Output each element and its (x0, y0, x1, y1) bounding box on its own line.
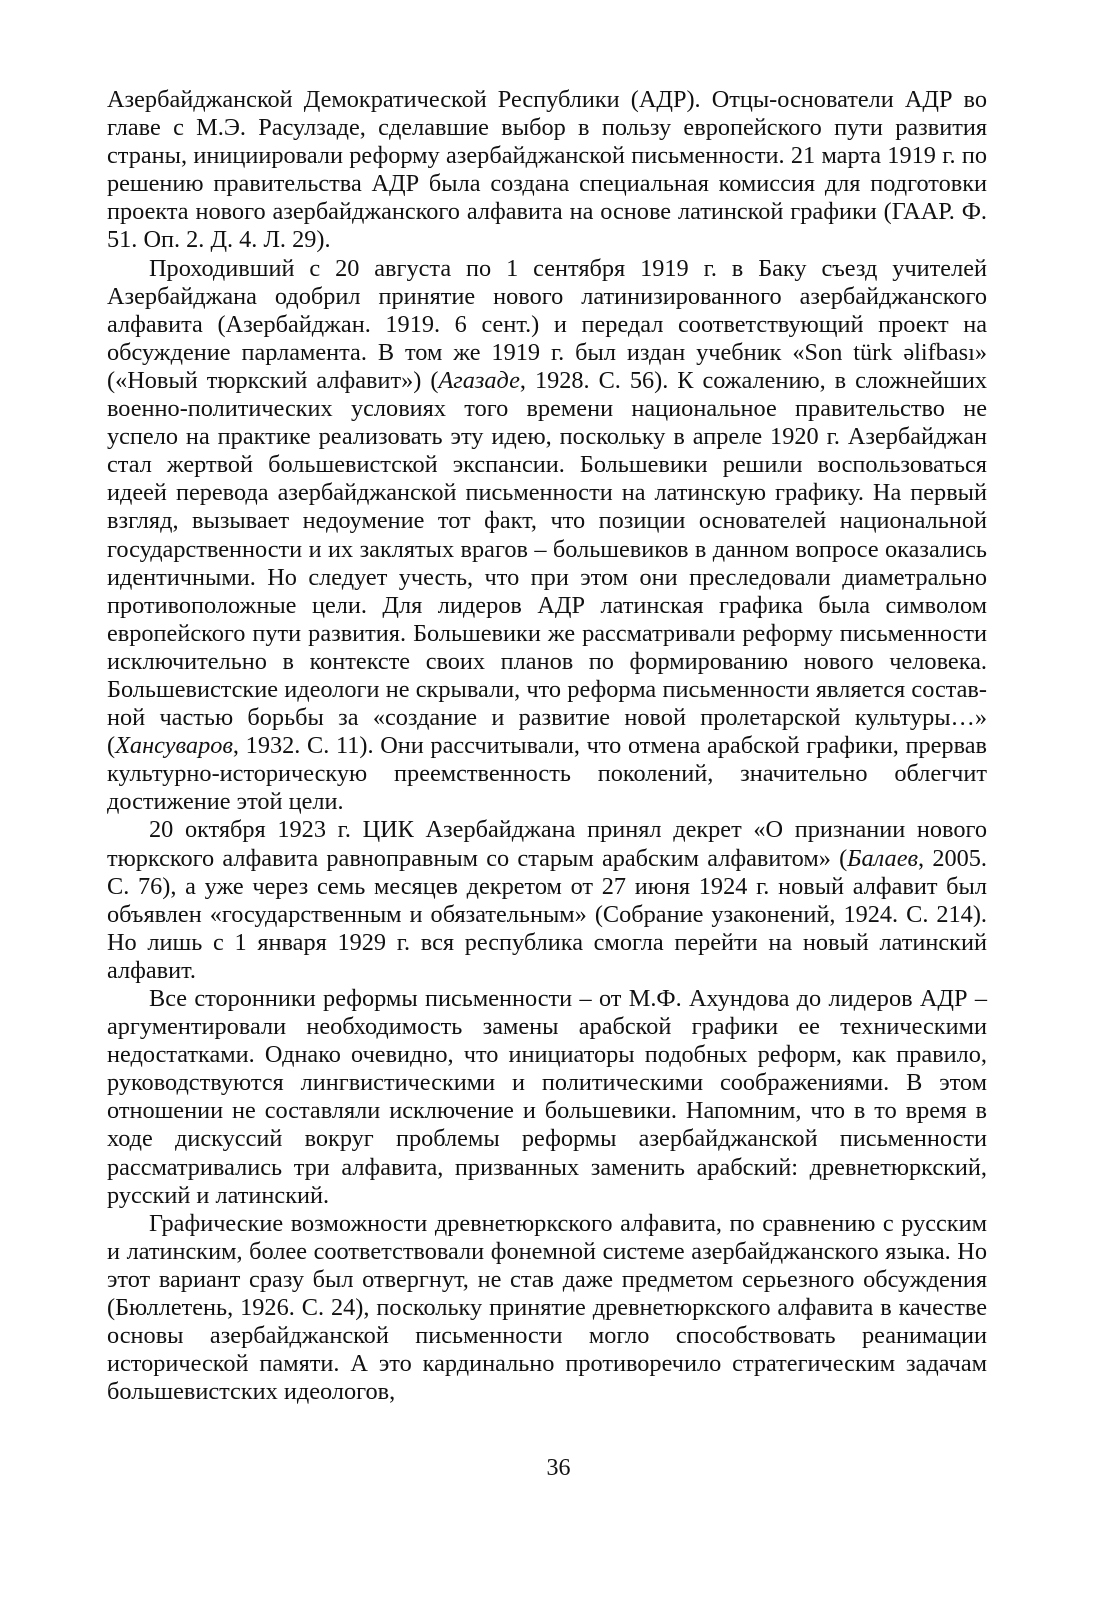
text-run: , 1928. С. 56). К сожалению, в сложнейших военно-политических условиях того времени национальное правительство не успело на практике реализовать эту идею, поскольку в апреле 1920 г. Азербайджан стал жертвой большевистской экспансии. Большевики решили воспользоваться идеей перевода азербайджанской письменности на латинскую графику. На первый взгляд, вызывает недоумение тот факт, что позиции основателей национальной государственности и их заклятых врагов – большевиков в данном вопросе оказались идентичными. Но следует учесть, что при этом они преследовали диаметрально противоположные цели. Для лидеров АДР латинская графика была символом европейского пути развития. Большевики же рассматривали реформу письменности исключительно в контексте своих планов по формированию нового человека. Большевистские идеологи не скрывали, что реформа письменности является составной частью борьбы за «создание и развитие новой пролетарской культуры…» ( (107, 366, 987, 760)
citation-author: Агазаде (438, 366, 520, 394)
document-body (107, 86, 987, 1406)
paragraph-1 (107, 86, 987, 255)
paragraph-2 (107, 255, 987, 817)
text-run: Проходивший с 20 августа по 1 сентября 1919 г. в Баку съезд учителей Азербайджана одобрил принятие нового латинизированного азербайджанского алфавита (Азербайджан. 1919. 6 сент.) и передал соответствующий проект на обсуждение парламента. В том же 1919 г. был издан учебник «Son türk əlifbası» («Новый тюркский алфавит») ( (107, 254, 987, 394)
citation-author: Хансуваров (115, 732, 233, 760)
text-run: 20 октября 1923 г. ЦИК Азербайджана принял декрет «О признании нового тюркского алфавита равноправным со старым арабским алфавитом» ( (107, 816, 987, 872)
paragraph-4 (107, 985, 987, 1210)
paragraph-3 (107, 816, 987, 985)
text-run: Все сторонники реформы письменности – от М.Ф. Ахундова до лидеров АДР – аргументировали необходимость замены арабской графики ее техническими недостатками. Однако очевидно, что инициаторы подобных реформ, как правило, руководствуются лингвистическими и политическими соображениями. В этом отношении не составляли исключение и большевики. Напомним, что в то время в ходе дискуссий вокруг проблемы реформы азербайджанской письменности рассматривались три алфавита, призванных заменить арабский: древнетюркский, русский и латинский. (107, 985, 987, 1209)
paragraph-5 (107, 1210, 987, 1407)
page-number: 36 (546, 1455, 571, 1481)
text-run: , 1932. С. 11). Они рассчитывали, что отмена арабской графики, прервав культурно-историческую преемственность поколений, значительно облегчит достижение этой цели. (107, 732, 987, 816)
text-run: , 2005. С. 76), а уже через семь месяцев декретом от 27 июня 1924 г. новый алфавит был объявлен «государственным и обязательным» (Собрание узаконений, 1924. С. 214). Но лишь с 1 января 1929 г. вся республика смогла перейти на новый латинский алфавит. (107, 844, 987, 984)
text-run: Графические возможности древнетюркского алфавита, по сравнению с русским и латинским, более соответствовали фонемной системе азербайджанского языка. Но этот вариант сразу был отвергнут, не став даже предметом серьезного обсуждения (Бюллетень, 1926. С. 24), поскольку принятие древнетюркского алфавита в качестве основы азербайджанской письменности могло способствовать реанимации исторической памяти. А это кардинально противоречило стратегическим задачам большевистских идеологов, (107, 1209, 987, 1406)
citation-author: Балаев (847, 844, 919, 872)
text-run: Азербайджанской Демократической Республики (АДР). Отцы-основатели АДР во главе с М.Э. Расулзаде, сделавшие выбор в пользу европейского пути развития страны, инициировали реформу азербайджанской письменности. 21 марта 1919 г. по решению правительства АДР была создана специальная комиссия для подготовки проекта нового азербайджанского алфавита на основе латинской графики (ГААР. Ф. 51. Оп. 2. Д. 4. Л. 29). (107, 86, 987, 254)
